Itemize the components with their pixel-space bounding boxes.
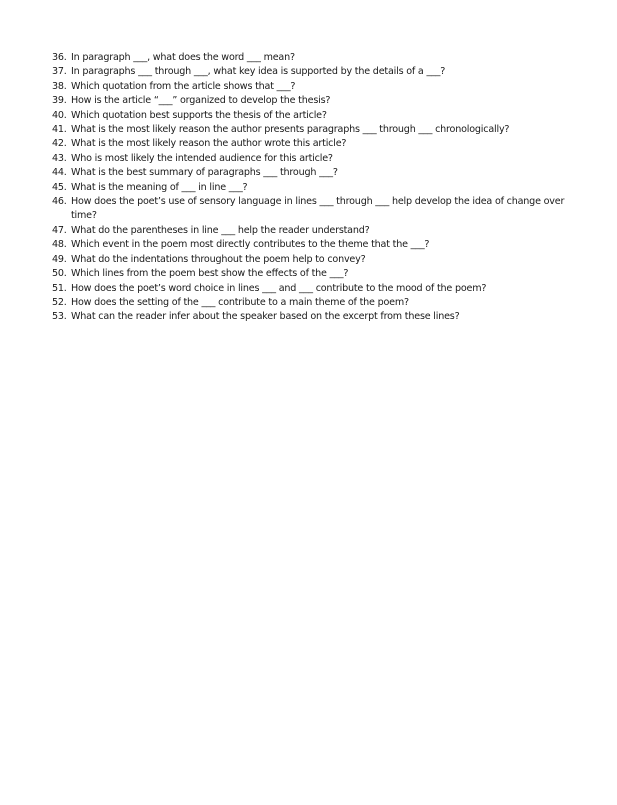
question-36 — [52, 51, 592, 65]
question-number: 40. — [52, 109, 67, 121]
question-number: 36. — [52, 52, 67, 63]
question-number: 50. — [52, 268, 67, 280]
question-number: 44. — [52, 167, 67, 179]
question-50 — [52, 267, 592, 281]
question-number: 41. — [52, 124, 67, 136]
question-42 — [52, 137, 592, 151]
question-text: How is the article “___” organized to develop the thesis? — [71, 95, 331, 107]
question-49 — [52, 253, 592, 267]
question-number: 45. — [52, 181, 67, 193]
question-40 — [52, 109, 592, 123]
question-text: Who is most likely the intended audience for this article? — [71, 152, 333, 164]
question-text: In paragraph ___, what does the word ___ mean? — [71, 52, 295, 63]
question-47 — [52, 224, 592, 238]
question-number: 48. — [52, 239, 67, 251]
question-37 — [52, 65, 592, 79]
question-53 — [52, 310, 592, 324]
question-text: In paragraphs ___ through ___, what key idea is supported by the details of a ___? — [71, 66, 446, 78]
question-number: 37. — [52, 66, 67, 78]
question-text: What do the indentations throughout the poem help to convey? — [71, 253, 366, 265]
question-text: What is the most likely reason the author presents paragraphs ___ through ___ chronologically? — [71, 124, 510, 136]
question-number: 52. — [52, 296, 67, 308]
question-text: Which lines from the poem best show the effects of the ___? — [71, 268, 349, 280]
question-text: What is the meaning of ___ in line ___? — [71, 181, 248, 193]
question-number: 47. — [52, 224, 67, 236]
question-text: What is the best summary of paragraphs ___ through ___? — [71, 167, 338, 179]
question-text: What is the most likely reason the author wrote this article? — [71, 138, 347, 150]
question-number: 38. — [52, 80, 67, 92]
question-number: 46. — [52, 196, 67, 208]
question-52 — [52, 296, 592, 310]
question-41 — [52, 123, 592, 137]
question-46 — [52, 195, 592, 224]
question-text: Which event in the poem most directly contributes to the theme that the ___? — [71, 239, 430, 251]
question-number: 42. — [52, 138, 67, 150]
question-45 — [52, 181, 592, 195]
question-text: Which quotation best supports the thesis of the article? — [71, 109, 327, 121]
question-number: 43. — [52, 152, 67, 164]
question-51 — [52, 282, 592, 296]
question-number: 49. — [52, 253, 67, 265]
question-text: How does the poet’s use of sensory language in lines ___ through ___ help develop the idea of change over time? — [71, 196, 565, 222]
question-39 — [52, 94, 592, 108]
question-text: What do the parentheses in line ___ help the reader understand? — [71, 224, 370, 236]
question-38 — [52, 80, 592, 94]
question-48 — [52, 238, 592, 252]
question-44 — [52, 166, 592, 180]
question-number: 53. — [52, 311, 67, 323]
question-text: How does the poet’s word choice in lines ___ and ___ contribute to the mood of the poem? — [71, 282, 487, 294]
question-43 — [52, 152, 592, 166]
question-number: 39. — [52, 95, 67, 107]
question-text: How does the setting of the ___ contribute to a main theme of the poem? — [71, 296, 409, 308]
question-number: 51. — [52, 282, 67, 294]
question-text: What can the reader infer about the speaker based on the excerpt from these lines? — [71, 311, 460, 323]
question-text: Which quotation from the article shows that ___? — [71, 80, 296, 92]
question-list — [52, 51, 592, 325]
